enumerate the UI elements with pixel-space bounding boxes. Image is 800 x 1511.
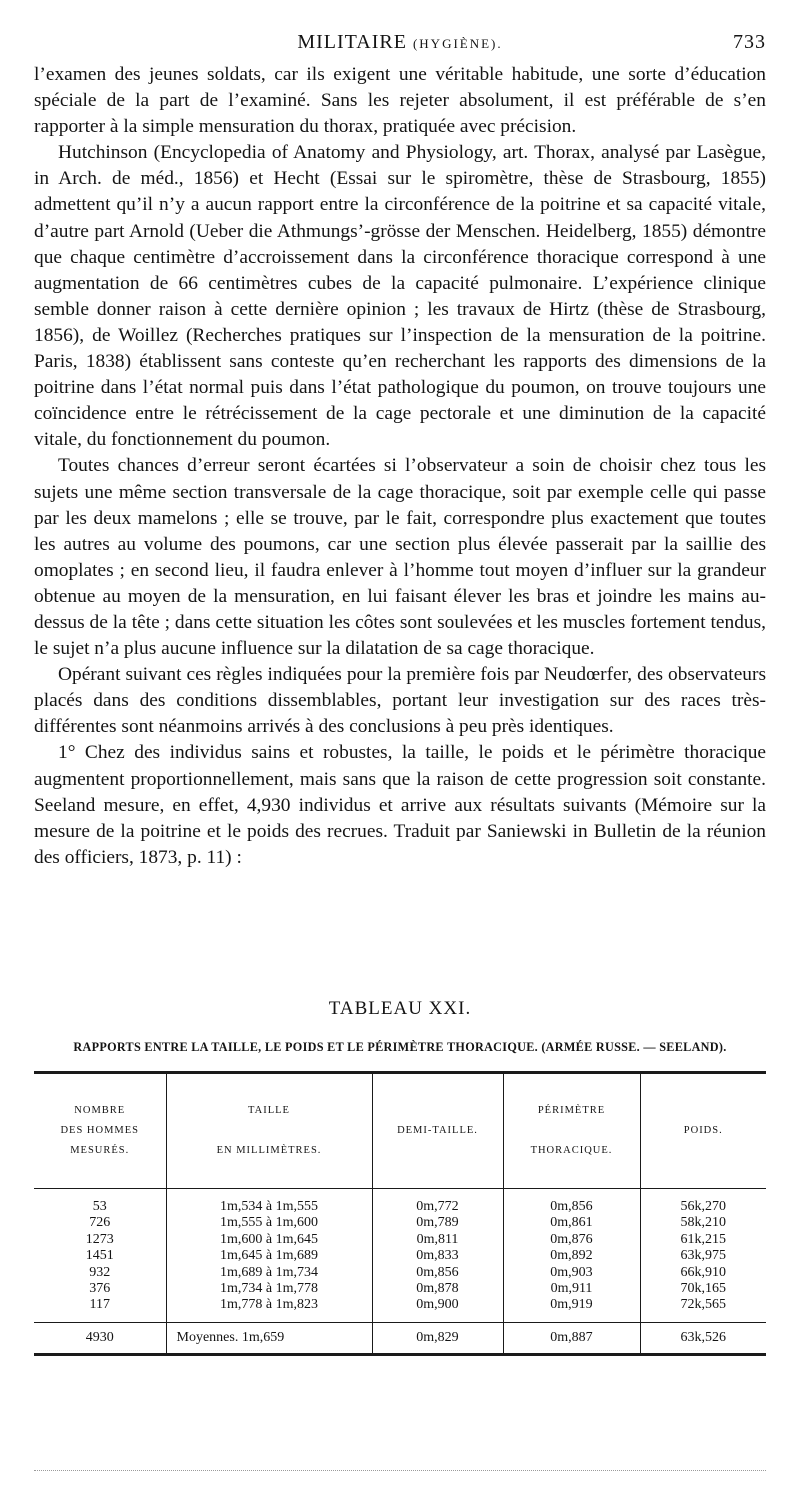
paragraph-seeland: 1° Chez des individus sains et robustes, la taille, le poids et le périmètre thoracique augmentent proportionnellement, mais sans que la raison de cette progression soit constante. Seeland mesure, en effet, 4,930 individus et arrive aux résultats suivants (Mémoire sur la mesure de la poitrine et le poids des recrues. Traduit par Saniewski in Bulletin de la réunion des officiers, 1873, p. 11) : — [34, 742, 766, 868]
cell-taille: 1m,534 à 1m,555 — [166, 1189, 372, 1216]
cell-perimetre: 0m,919 — [503, 1297, 640, 1322]
table-total-row — [34, 1322, 766, 1354]
cell-taille: 1m,689 à 1m,734 — [166, 1265, 372, 1281]
header-poids: POIDS. — [640, 1073, 766, 1189]
total-nombre: 4930 — [34, 1322, 166, 1354]
cell-demi-taille: 0m,856 — [372, 1265, 503, 1281]
table-row — [34, 1265, 766, 1281]
cell-demi-taille: 0m,811 — [372, 1232, 503, 1248]
table-row — [34, 1281, 766, 1297]
table-caption: RAPPORTS ENTRE LA TAILLE, LE POIDS ET LE PÉRIMÈTRE THORACIQUE. (ARMÉE RUSSE. — SEELAND). — [73, 1040, 727, 1054]
cell-poids: 56k,270 — [640, 1189, 766, 1216]
running-title — [34, 31, 766, 54]
table-row — [34, 1215, 766, 1231]
body-text — [34, 62, 766, 871]
total-perimetre: 0m,887 — [503, 1322, 640, 1354]
tableau-xxi — [34, 1071, 766, 1356]
cell-demi-taille: 0m,900 — [372, 1297, 503, 1322]
cell-taille: 1m,555 à 1m,600 — [166, 1215, 372, 1231]
paragraph-hutchinson: Hutchinson (Encyclopedia of Anatomy and Physiology, art. Thorax, analysé par Lasègue, in Arch. de méd., 1856) et Hecht (Essai sur le spiromètre, thèse de Strasbourg, 1855) admettent qu’il n’y a aucun rapport entre la circonférence de la poitrine et sa capacité vitale, d’autre part Arnold (Ueber die Athmungs’-grösse der Menschen. Heidelberg, 1855) démontre que chaque centimètre d’accroissement dans la circonférence thoracique correspond à une augmentation de 66 centimètres cubes de la capacité pulmonaire. L’expérience clinique semble donner raison à cette dernière opinion ; les travaux de Hirtz (thèse de Strasbourg, 1856), de Woillez (Recherches pratiques sur l’inspection de la mensuration de la poitrine. Paris, 1838) établissent sans conteste qu’en recherchant les rapports des dimensions de la poitrine dans l’état normal puis dans l’état pathologique du poumon, on trouve toujours une coïncidence entre le rétrécissement de la cage pectorale et une diminution de la capacité vitale, du fonctionnement du poumon. — [34, 142, 766, 451]
cell-demi-taille: 0m,833 — [372, 1248, 503, 1264]
cell-nombre: 1273 — [85, 1231, 114, 1247]
cell-poids: 72k,565 — [640, 1297, 766, 1322]
running-title-main: MILITAIRE — [297, 31, 407, 53]
cell-perimetre: 0m,856 — [503, 1189, 640, 1216]
table-header-row — [34, 1073, 766, 1189]
cell-poids: 66k,910 — [640, 1265, 766, 1281]
cell-poids: 63k,975 — [640, 1248, 766, 1264]
cell-perimetre: 0m,876 — [503, 1232, 640, 1248]
header-taille: TAILLE EN MILLIMÈTRES. — [166, 1073, 372, 1189]
cell-perimetre: 0m,892 — [503, 1248, 640, 1264]
header-nombre: NOMBRE DES HOMMES MESURÉS. — [34, 1073, 166, 1189]
paragraph-continued: l’examen des jeunes soldats, car ils exigent une véritable habitude, une sorte d’éducation spéciale de la part de l’examiné. Sans les rejeter absolument, il est préférable de s’en rapporter à la simple mensuration du thorax, pratiquée avec précision. — [34, 64, 766, 138]
cell-perimetre: 0m,903 — [503, 1265, 640, 1281]
page-bottom-rule — [34, 1470, 766, 1471]
cell-nombre: 53 — [92, 1199, 107, 1214]
page-number: 733 — [733, 31, 766, 53]
cell-taille: 1m,600 à 1m,645 — [166, 1232, 372, 1248]
table-row — [34, 1189, 766, 1216]
cell-nombre: 1451 — [85, 1248, 114, 1264]
cell-demi-taille: 0m,772 — [372, 1189, 503, 1216]
cell-taille: 1m,734 à 1m,778 — [166, 1281, 372, 1297]
table-title: TABLEAU XXI. — [328, 998, 472, 1019]
cell-demi-taille: 0m,878 — [372, 1281, 503, 1297]
table-row — [34, 1232, 766, 1248]
running-title-sub: (HYGIÈNE). — [412, 36, 503, 51]
paragraph-neudoerfer: Opérant suivant ces règles indiquées pour la première fois par Neudœrfer, des observateurs placés dans des conditions dissemblables, portant leur investigation sur des races très-différentes sont néanmoins arrivés à des conclusions à peu près identiques. — [34, 664, 766, 738]
cell-demi-taille: 0m,789 — [372, 1215, 503, 1231]
cell-poids: 70k,165 — [640, 1281, 766, 1297]
total-poids: 63k,526 — [640, 1322, 766, 1354]
cell-perimetre: 0m,861 — [503, 1215, 640, 1231]
table-row — [34, 1297, 766, 1322]
cell-perimetre: 0m,911 — [503, 1281, 640, 1297]
cell-poids: 61k,215 — [640, 1232, 766, 1248]
cell-nombre: 117 — [89, 1297, 110, 1313]
paragraph-erreur: Toutes chances d’erreur seront écartées si l’observateur a soin de choisir chez tous les sujets une même section transversale de la cage thoracique, soit par exemple celle qui passe par les deux mamelons ; elle se trouve, par le fait, correspondre plus exactement que toutes les autres au volume des poumons, car une section plus élevée passerait par la saillie des omoplates ; en second lieu, il faudra enlever à l’homme tout moyen d’influer sur la grandeur obtenue au moyen de la mensuration, en lui faisant élever les bras et joindre les mains au-dessus de la tête ; dans cette situation les côtes sont soulevées et les muscles fortement tendus, le sujet n’a plus aucune influence sur la dilatation de sa cage thoracique. — [34, 455, 766, 660]
running-head — [34, 31, 766, 59]
cell-nombre: 726 — [89, 1215, 111, 1231]
cell-nombre: 932 — [89, 1264, 111, 1280]
header-demi-taille: DEMI-TAILLE. — [372, 1073, 503, 1189]
table-row — [34, 1248, 766, 1264]
total-moyennes: Moyennes. 1m,659 — [166, 1322, 372, 1354]
cell-poids: 58k,210 — [640, 1215, 766, 1231]
cell-taille: 1m,778 à 1m,823 — [166, 1297, 372, 1322]
header-perimetre: PÉRIMÈTRE THORACIQUE. — [503, 1073, 640, 1189]
total-demi-taille: 0m,829 — [372, 1322, 503, 1354]
cell-nombre: 376 — [89, 1281, 111, 1297]
cell-taille: 1m,645 à 1m,689 — [166, 1248, 372, 1264]
